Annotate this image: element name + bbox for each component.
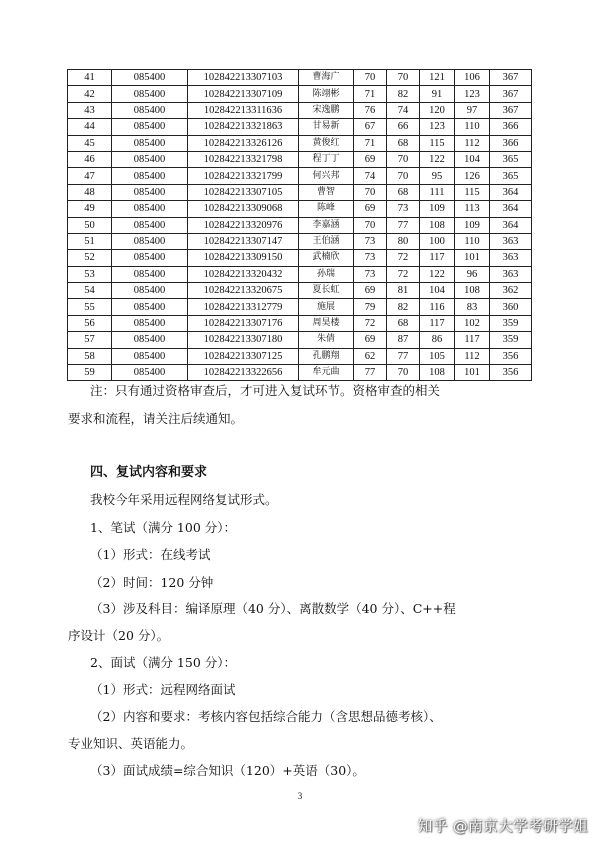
table-row	[68, 365, 532, 381]
math-cell: 123	[420, 119, 455, 135]
name-cell: 施展	[299, 299, 354, 315]
math-cell: 100	[420, 233, 455, 249]
section-heading: 四、复试内容和要求	[90, 465, 208, 480]
politics-cell: 69	[354, 283, 387, 299]
politics-cell: 73	[354, 250, 387, 266]
total-cell: 360	[490, 299, 532, 315]
interview-content: （2）内容和要求：考核内容包括综合能力（含思想品德考核）、	[90, 709, 442, 724]
rank-cell: 52	[68, 250, 112, 266]
table-row	[68, 283, 532, 299]
candidate-id-cell: 102842213321799	[188, 168, 299, 184]
name-cell: 何兴邦	[299, 168, 354, 184]
english-cell: 72	[387, 250, 420, 266]
interview-title: 2、面试（满分 150 分）：	[90, 655, 237, 670]
english-cell: 68	[387, 184, 420, 200]
name-cell: 王伯涵	[299, 233, 354, 249]
major-code-cell: 085400	[112, 119, 188, 135]
politics-cell: 71	[354, 86, 387, 102]
watermark: 知乎 @南京大学考研学姐	[417, 819, 588, 835]
table-row	[68, 151, 532, 167]
professional-cell: 117	[455, 332, 490, 348]
table-row	[68, 119, 532, 135]
english-cell: 74	[387, 102, 420, 118]
politics-cell: 70	[354, 70, 387, 86]
candidate-id-cell: 102842213320976	[188, 217, 299, 233]
politics-cell: 69	[354, 201, 387, 217]
politics-cell: 77	[354, 365, 387, 381]
professional-cell: 110	[455, 119, 490, 135]
candidate-id-cell: 102842213326126	[188, 135, 299, 151]
politics-cell: 70	[354, 184, 387, 200]
table-row	[68, 135, 532, 151]
name-cell: 孙瑞	[299, 266, 354, 282]
rank-cell: 50	[68, 217, 112, 233]
candidate-id-cell: 102842213309150	[188, 250, 299, 266]
table-row	[68, 184, 532, 200]
professional-cell: 97	[455, 102, 490, 118]
name-cell: 甘易新	[299, 119, 354, 135]
note-line-1: 注：只有通过资格审查后，才可进入复试环节。资格审查的相关	[90, 383, 441, 398]
candidate-id-cell: 102842213320432	[188, 266, 299, 282]
english-cell: 82	[387, 299, 420, 315]
rank-cell: 56	[68, 315, 112, 331]
total-cell: 364	[490, 201, 532, 217]
politics-cell: 67	[354, 119, 387, 135]
major-code-cell: 085400	[112, 233, 188, 249]
professional-cell: 101	[455, 365, 490, 381]
table-row	[68, 299, 532, 315]
name-cell: 宋逸鹏	[299, 102, 354, 118]
name-cell: 李嘉涵	[299, 217, 354, 233]
english-cell: 80	[387, 233, 420, 249]
written-exam-subjects-cont: 序设计（20 分）。	[68, 628, 170, 643]
professional-cell: 96	[455, 266, 490, 282]
rank-cell: 47	[68, 168, 112, 184]
professional-cell: 115	[455, 184, 490, 200]
candidate-id-cell: 102842213307176	[188, 315, 299, 331]
rank-cell: 59	[68, 365, 112, 381]
english-cell: 70	[387, 70, 420, 86]
candidate-id-cell: 102842213321798	[188, 151, 299, 167]
total-cell: 363	[490, 233, 532, 249]
candidate-id-cell: 102842213320675	[188, 283, 299, 299]
professional-cell: 102	[455, 315, 490, 331]
professional-cell: 113	[455, 201, 490, 217]
table-row	[68, 102, 532, 118]
politics-cell: 70	[354, 217, 387, 233]
name-cell: 曹海广	[299, 70, 354, 86]
total-cell: 362	[490, 283, 532, 299]
major-code-cell: 085400	[112, 250, 188, 266]
politics-cell: 73	[354, 233, 387, 249]
major-code-cell: 085400	[112, 348, 188, 364]
rank-cell: 44	[68, 119, 112, 135]
major-code-cell: 085400	[112, 201, 188, 217]
english-cell: 70	[387, 168, 420, 184]
english-cell: 82	[387, 86, 420, 102]
major-code-cell: 085400	[112, 283, 188, 299]
total-cell: 365	[490, 151, 532, 167]
rank-cell: 45	[68, 135, 112, 151]
math-cell: 111	[420, 184, 455, 200]
rank-cell: 57	[68, 332, 112, 348]
politics-cell: 76	[354, 102, 387, 118]
english-cell: 77	[387, 348, 420, 364]
politics-cell: 72	[354, 315, 387, 331]
professional-cell: 106	[455, 70, 490, 86]
math-cell: 122	[420, 266, 455, 282]
table-row	[68, 348, 532, 364]
professional-cell: 110	[455, 233, 490, 249]
name-cell: 曹智	[299, 184, 354, 200]
english-cell: 70	[387, 151, 420, 167]
english-cell: 70	[387, 365, 420, 381]
politics-cell: 69	[354, 332, 387, 348]
math-cell: 121	[420, 70, 455, 86]
math-cell: 108	[420, 217, 455, 233]
politics-cell: 62	[354, 348, 387, 364]
major-code-cell: 085400	[112, 332, 188, 348]
written-exam-subjects: （3）涉及科目：编译原理（40 分）、离散数学（40 分）、C++程	[90, 601, 456, 616]
interview-content-cont: 专业知识、英语能力。	[68, 736, 194, 751]
major-code-cell: 085400	[112, 86, 188, 102]
professional-cell: 112	[455, 135, 490, 151]
name-cell: 武楠欣	[299, 250, 354, 266]
candidate-id-cell: 102842213322656	[188, 365, 299, 381]
math-cell: 120	[420, 102, 455, 118]
rank-cell: 55	[68, 299, 112, 315]
candidate-id-cell: 102842213307180	[188, 332, 299, 348]
math-cell: 108	[420, 365, 455, 381]
professional-cell: 108	[455, 283, 490, 299]
major-code-cell: 085400	[112, 266, 188, 282]
intro-text: 我校今年采用远程网络复试形式。	[90, 492, 278, 507]
total-cell: 363	[490, 250, 532, 266]
table-row	[68, 332, 532, 348]
page-number: 3	[297, 791, 303, 801]
total-cell: 359	[490, 315, 532, 331]
candidate-id-cell: 102842213307125	[188, 348, 299, 364]
professional-cell: 104	[455, 151, 490, 167]
candidate-id-cell: 102842213312779	[188, 299, 299, 315]
major-code-cell: 085400	[112, 135, 188, 151]
professional-cell: 126	[455, 168, 490, 184]
politics-cell: 74	[354, 168, 387, 184]
professional-cell: 109	[455, 217, 490, 233]
rank-cell: 58	[68, 348, 112, 364]
total-cell: 364	[490, 184, 532, 200]
total-cell: 356	[490, 365, 532, 381]
interview-score-formula: （3）面试成绩=综合知识（120）+英语（30）。	[90, 763, 365, 778]
name-cell: 牟元曲	[299, 365, 354, 381]
politics-cell: 69	[354, 151, 387, 167]
table-row	[68, 201, 532, 217]
interview-form: （1）形式：远程网络面试	[90, 682, 236, 697]
rank-cell: 54	[68, 283, 112, 299]
major-code-cell: 085400	[112, 365, 188, 381]
major-code-cell: 085400	[112, 217, 188, 233]
math-cell: 116	[420, 299, 455, 315]
math-cell: 91	[420, 86, 455, 102]
name-cell: 黄俊红	[299, 135, 354, 151]
english-cell: 77	[387, 217, 420, 233]
candidate-id-cell: 102842213321863	[188, 119, 299, 135]
total-cell: 363	[490, 266, 532, 282]
english-cell: 87	[387, 332, 420, 348]
total-cell: 367	[490, 70, 532, 86]
rank-cell: 41	[68, 70, 112, 86]
major-code-cell: 085400	[112, 315, 188, 331]
math-cell: 105	[420, 348, 455, 364]
written-exam-form: （1）形式：在线考试	[90, 547, 211, 562]
politics-cell: 71	[354, 135, 387, 151]
candidate-id-cell: 102842213307109	[188, 86, 299, 102]
name-cell: 朱倩	[299, 332, 354, 348]
total-cell: 365	[490, 168, 532, 184]
professional-cell: 83	[455, 299, 490, 315]
candidate-id-cell: 102842213311636	[188, 102, 299, 118]
note-line-2: 要求和流程，请关注后续通知。	[68, 411, 244, 426]
english-cell: 66	[387, 119, 420, 135]
professional-cell: 101	[455, 250, 490, 266]
english-cell: 72	[387, 266, 420, 282]
math-cell: 115	[420, 135, 455, 151]
admission-score-table	[67, 69, 532, 381]
rank-cell: 42	[68, 86, 112, 102]
candidate-id-cell: 102842213307147	[188, 233, 299, 249]
table-row	[68, 233, 532, 249]
total-cell: 367	[490, 86, 532, 102]
math-cell: 122	[420, 151, 455, 167]
english-cell: 81	[387, 283, 420, 299]
major-code-cell: 085400	[112, 151, 188, 167]
table-row	[68, 86, 532, 102]
rank-cell: 53	[68, 266, 112, 282]
english-cell: 68	[387, 135, 420, 151]
table-row	[68, 250, 532, 266]
math-cell: 86	[420, 332, 455, 348]
candidate-id-cell: 102842213309068	[188, 201, 299, 217]
professional-cell: 112	[455, 348, 490, 364]
table-row	[68, 168, 532, 184]
math-cell: 117	[420, 250, 455, 266]
math-cell: 95	[420, 168, 455, 184]
major-code-cell: 085400	[112, 184, 188, 200]
professional-cell: 123	[455, 86, 490, 102]
written-exam-title: 1、笔试（满分 100 分）：	[90, 520, 237, 535]
major-code-cell: 085400	[112, 168, 188, 184]
major-code-cell: 085400	[112, 299, 188, 315]
major-code-cell: 085400	[112, 102, 188, 118]
table-row	[68, 315, 532, 331]
name-cell: 陈峰	[299, 201, 354, 217]
total-cell: 367	[490, 102, 532, 118]
name-cell: 程丁丁	[299, 151, 354, 167]
candidate-id-cell: 102842213307105	[188, 184, 299, 200]
score-table-body	[68, 70, 532, 381]
politics-cell: 79	[354, 299, 387, 315]
english-cell: 73	[387, 201, 420, 217]
rank-cell: 46	[68, 151, 112, 167]
candidate-id-cell: 102842213307103	[188, 70, 299, 86]
name-cell: 夏长虹	[299, 283, 354, 299]
total-cell: 359	[490, 332, 532, 348]
total-cell: 366	[490, 119, 532, 135]
name-cell: 陈翊彬	[299, 86, 354, 102]
math-cell: 109	[420, 201, 455, 217]
rank-cell: 49	[68, 201, 112, 217]
table-row	[68, 266, 532, 282]
politics-cell: 73	[354, 266, 387, 282]
math-cell: 117	[420, 315, 455, 331]
rank-cell: 43	[68, 102, 112, 118]
rank-cell: 48	[68, 184, 112, 200]
name-cell: 周昊楼	[299, 315, 354, 331]
total-cell: 366	[490, 135, 532, 151]
math-cell: 104	[420, 283, 455, 299]
total-cell: 356	[490, 348, 532, 364]
written-exam-time: （2）时间：120 分钟	[90, 575, 214, 590]
english-cell: 68	[387, 315, 420, 331]
total-cell: 364	[490, 217, 532, 233]
table-row	[68, 217, 532, 233]
name-cell: 孔鹏翔	[299, 348, 354, 364]
table-row	[68, 70, 532, 86]
major-code-cell: 085400	[112, 70, 188, 86]
rank-cell: 51	[68, 233, 112, 249]
